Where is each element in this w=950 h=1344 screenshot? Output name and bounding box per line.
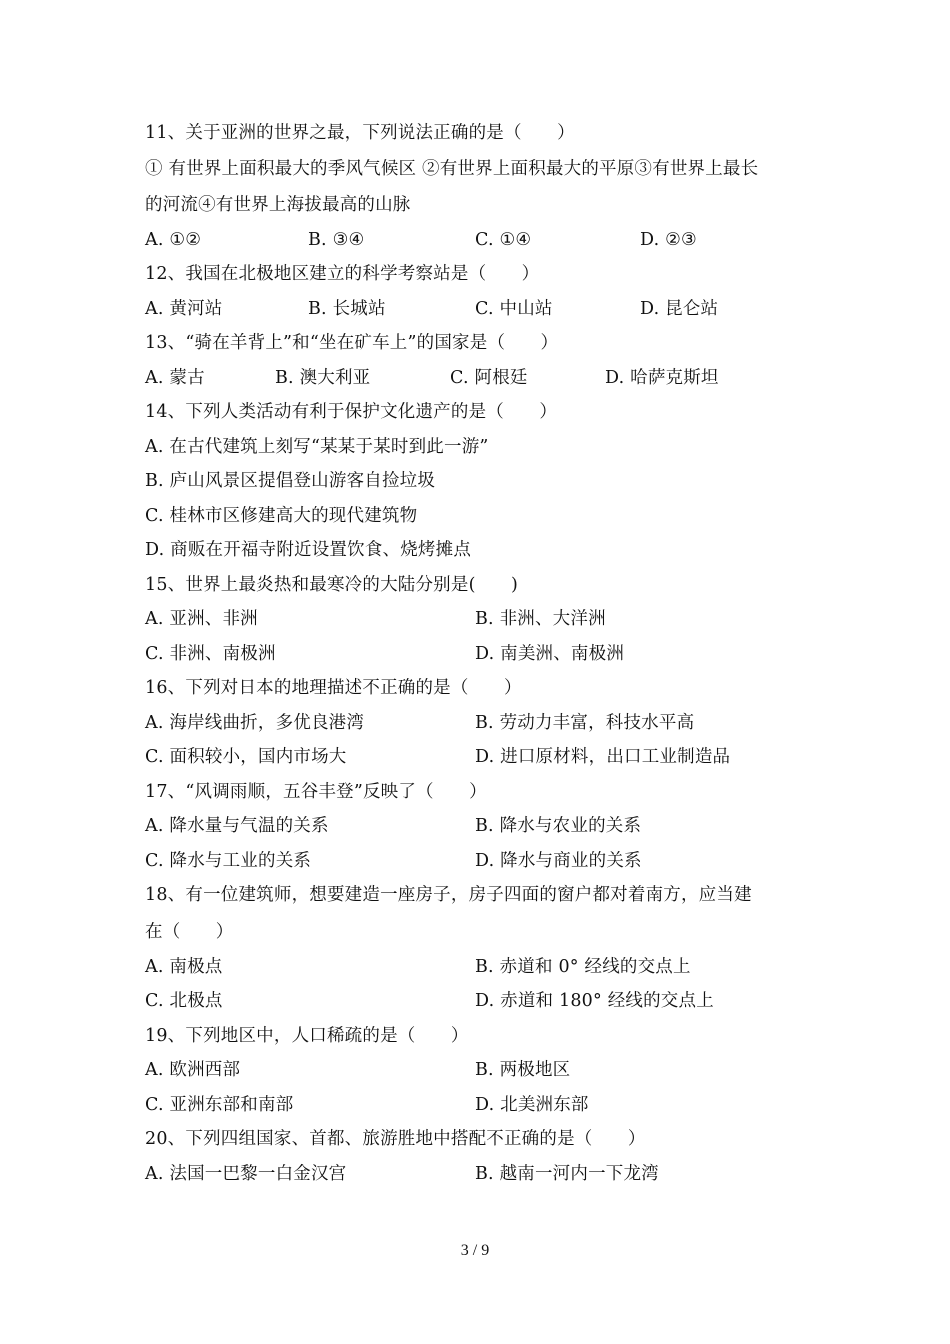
option-row [145,742,805,772]
option-d: D. 北美洲东部 [475,1095,589,1115]
option-b: B. ③④ [308,230,365,250]
option-d: D. 降水与商业的关系 [475,851,642,871]
option-a: A. 南极点 [145,957,223,977]
option-b: B. 长城站 [308,299,386,319]
option-c: C. 阿根廷 [450,368,528,388]
question-stem: 19、下列地区中，人口稀疏的是（ ） [145,1026,469,1046]
option-a: A. 黄河站 [145,299,223,319]
option-c: C. 亚洲东部和南部 [145,1095,294,1115]
question-stem: 18、有一位建筑师，想要建造一座房子，房子四面的窗户都对着南方，应当建 [145,885,752,905]
option-row [145,986,805,1016]
option-row [145,501,805,531]
option-c: C. 面积较小，国内市场大 [145,747,347,767]
question-stem: 15、世界上最炎热和最寒冷的大陆分别是( ) [145,575,519,595]
question-stem: 11、关于亚洲的世界之最，下列说法正确的是（ ） [145,123,575,143]
option-row [145,294,805,324]
option-row [145,639,805,669]
option-a: A. 降水量与气温的关系 [145,816,329,836]
option-row [145,225,805,255]
option-d: D. 哈萨克斯坦 [605,368,719,388]
option-a: A. 欧洲西部 [145,1060,241,1080]
option-row [145,846,805,876]
option-b: B. 非洲、大洋洲 [475,609,606,629]
option-c: C. 中山站 [475,299,553,319]
option-row [145,952,805,982]
option-a: A. ①② [145,230,202,250]
question-stem: 12、我国在北极地区建立的科学考察站是（ ） [145,264,540,284]
question-stem: 16、下列对日本的地理描述不正确的是（ ） [145,678,522,698]
option-row [145,535,805,565]
option-a: A. 在古代建筑上刻写“某某于某时到此一游” [145,437,489,457]
option-b: B. 庐山风景区提倡登山游客自捡垃圾 [145,471,436,491]
option-c: C. 桂林市区修建高大的现代建筑物 [145,506,418,526]
option-d: D. 昆仑站 [640,299,719,319]
option-c: C. ①④ [475,230,532,250]
option-c: C. 降水与工业的关系 [145,851,312,871]
question-stem-continued: 在（ ） [145,922,234,942]
option-d: D. 商贩在开福寺附近设置饮食、烧烤摊点 [145,540,472,560]
option-row [145,363,805,393]
option-d: D. 进口原材料，出口工业制造品 [475,747,731,767]
option-c: C. 北极点 [145,991,223,1011]
option-row [145,1090,805,1120]
option-a: A. 亚洲、非洲 [145,609,258,629]
question-stem: 13、“骑在羊背上”和“坐在矿车上”的国家是（ ） [145,333,559,353]
option-d: D. 南美洲、南极洲 [475,644,625,664]
option-row [145,1159,805,1189]
option-row [145,1055,805,1085]
page-number: 3 / 9 [460,1242,490,1259]
question-stem: 17、“风调雨顺，五谷丰登”反映了（ ） [145,782,487,802]
option-row [145,811,805,841]
option-a: A. 法国一巴黎一白金汉宫 [145,1164,347,1184]
option-row [145,432,805,462]
option-row [145,708,805,738]
question-stem: 14、下列人类活动有利于保护文化遗产的是（ ） [145,402,558,422]
option-b: B. 越南一河内一下龙湾 [475,1164,659,1184]
option-b: B. 澳大利亚 [275,368,371,388]
option-b: B. 劳动力丰富，科技水平高 [475,713,695,733]
option-a: A. 海岸线曲折，多优良港湾 [145,713,365,733]
option-b: B. 赤道和 0° 经线的交点上 [475,957,691,977]
question-stem: 20、下列四组国家、首都、旅游胜地中搭配不正确的是（ ） [145,1129,646,1149]
option-b: B. 两极地区 [475,1060,571,1080]
option-a: A. 蒙古 [145,368,205,388]
option-d: D. 赤道和 180° 经线的交点上 [475,991,714,1011]
question-stem-continued: ① 有世界上面积最大的季风气候区 ②有世界上面积最大的平原③有世界上最长 [145,159,759,179]
question-stem-continued: 的河流④有世界上海拔最高的山脉 [145,195,411,215]
option-row [145,466,805,496]
option-row [145,604,805,634]
option-c: C. 非洲、南极洲 [145,644,276,664]
option-d: D. ②③ [640,230,697,250]
option-b: B. 降水与农业的关系 [475,816,642,836]
